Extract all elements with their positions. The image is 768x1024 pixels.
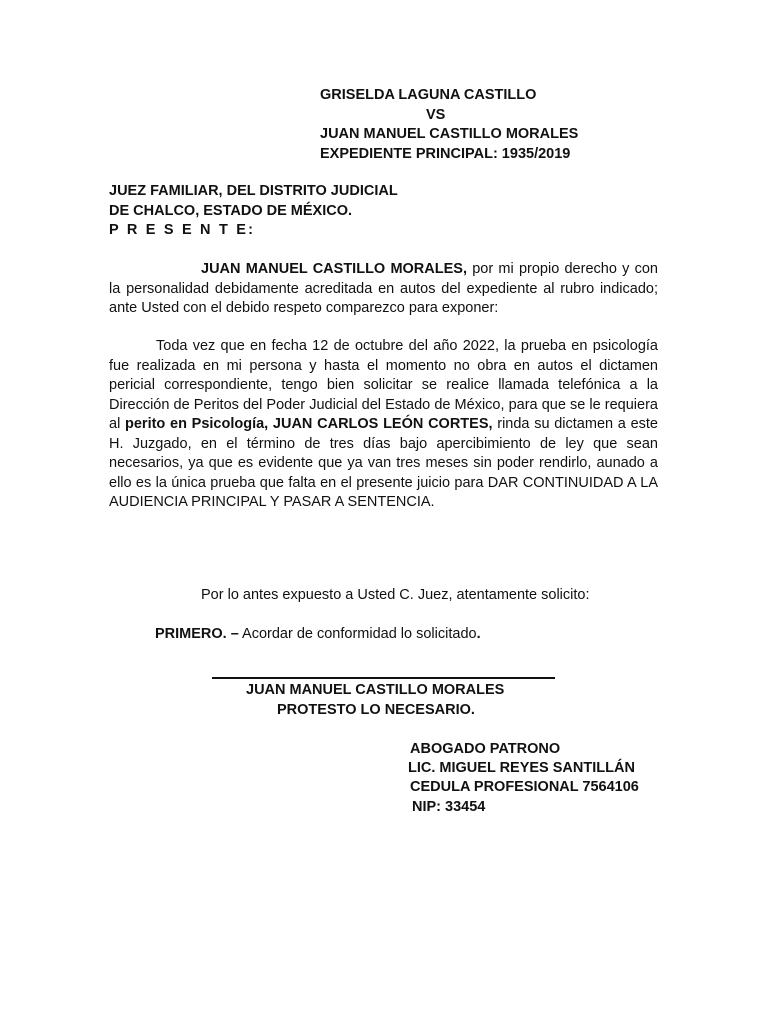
lawyer-cedula: CEDULA PROFESIONAL 7564106 (410, 779, 639, 795)
lawyer-nip: NIP: 33454 (412, 799, 486, 815)
primero-label: PRIMERO. – (155, 626, 239, 642)
protesto-label: PROTESTO LO NECESARIO. (277, 702, 475, 718)
plaintiff-name: GRISELDA LAGUNA CASTILLO (320, 87, 537, 103)
addressee-line-2: DE CHALCO, ESTADO DE MÉXICO. (109, 203, 353, 219)
expert-name: perito en Psicología, JUAN CARLOS LEÓN CORTES, (125, 416, 493, 432)
primero-text: Acordar de conformidad lo solicitado (238, 626, 477, 642)
versus-label: VS (426, 107, 446, 123)
request-line: Por lo antes expuesto a Usted C. Juez, atentamente solicito: (201, 587, 590, 603)
presente-label: P R E S E N T E: (109, 222, 256, 238)
defendant-name: JUAN MANUEL CASTILLO MORALES (320, 126, 579, 142)
lawyer-name: LIC. MIGUEL REYES SANTILLÁN (408, 760, 635, 776)
intro-paragraph (109, 260, 658, 319)
addressee-line-1: JUEZ FAMILIAR, DEL DISTRITO JUDICIAL (109, 183, 398, 199)
primero-line (155, 624, 481, 644)
intro-text: por mi propio derecho y con la personalidad debidamente acreditada en autos del expediente al rubro indicado; ante Usted con el debido respeto comparezco para exponer: (109, 261, 658, 316)
lawyer-title: ABOGADO PATRONO (410, 741, 561, 757)
signature-line (212, 677, 555, 679)
primero-period: . (476, 626, 481, 642)
body-text-2: rinda su dictamen a este H. Juzgado, en el término de tres días bajo apercibimiento de ley que sean necesarios, ya que es evidente que ya van tres meses sin poder rendirlo, aunado a ello es la única prueba que falta en el presente juicio para DAR CONTINUIDAD A LA AUDIENCIA PRINCIPAL Y PASAR A SENTENCIA. (109, 416, 658, 510)
body-paragraph (109, 337, 658, 513)
case-number: EXPEDIENTE PRINCIPAL: 1935/2019 (320, 146, 571, 162)
body-text-1: Toda vez que en fecha 12 de octubre del año 2022, la prueba en psicología fue realizada en mi persona y hasta el momento no obra en autos el dictamen pericial correspondiente, tengo bien solicitar se realice llamada telefónica a la Dirección de Peritos del Poder Judicial del Estado de México, para que se le requiera al (109, 338, 658, 432)
intro-name: JUAN MANUEL CASTILLO MORALES, (201, 261, 467, 277)
signature-name: JUAN MANUEL CASTILLO MORALES (246, 682, 505, 698)
